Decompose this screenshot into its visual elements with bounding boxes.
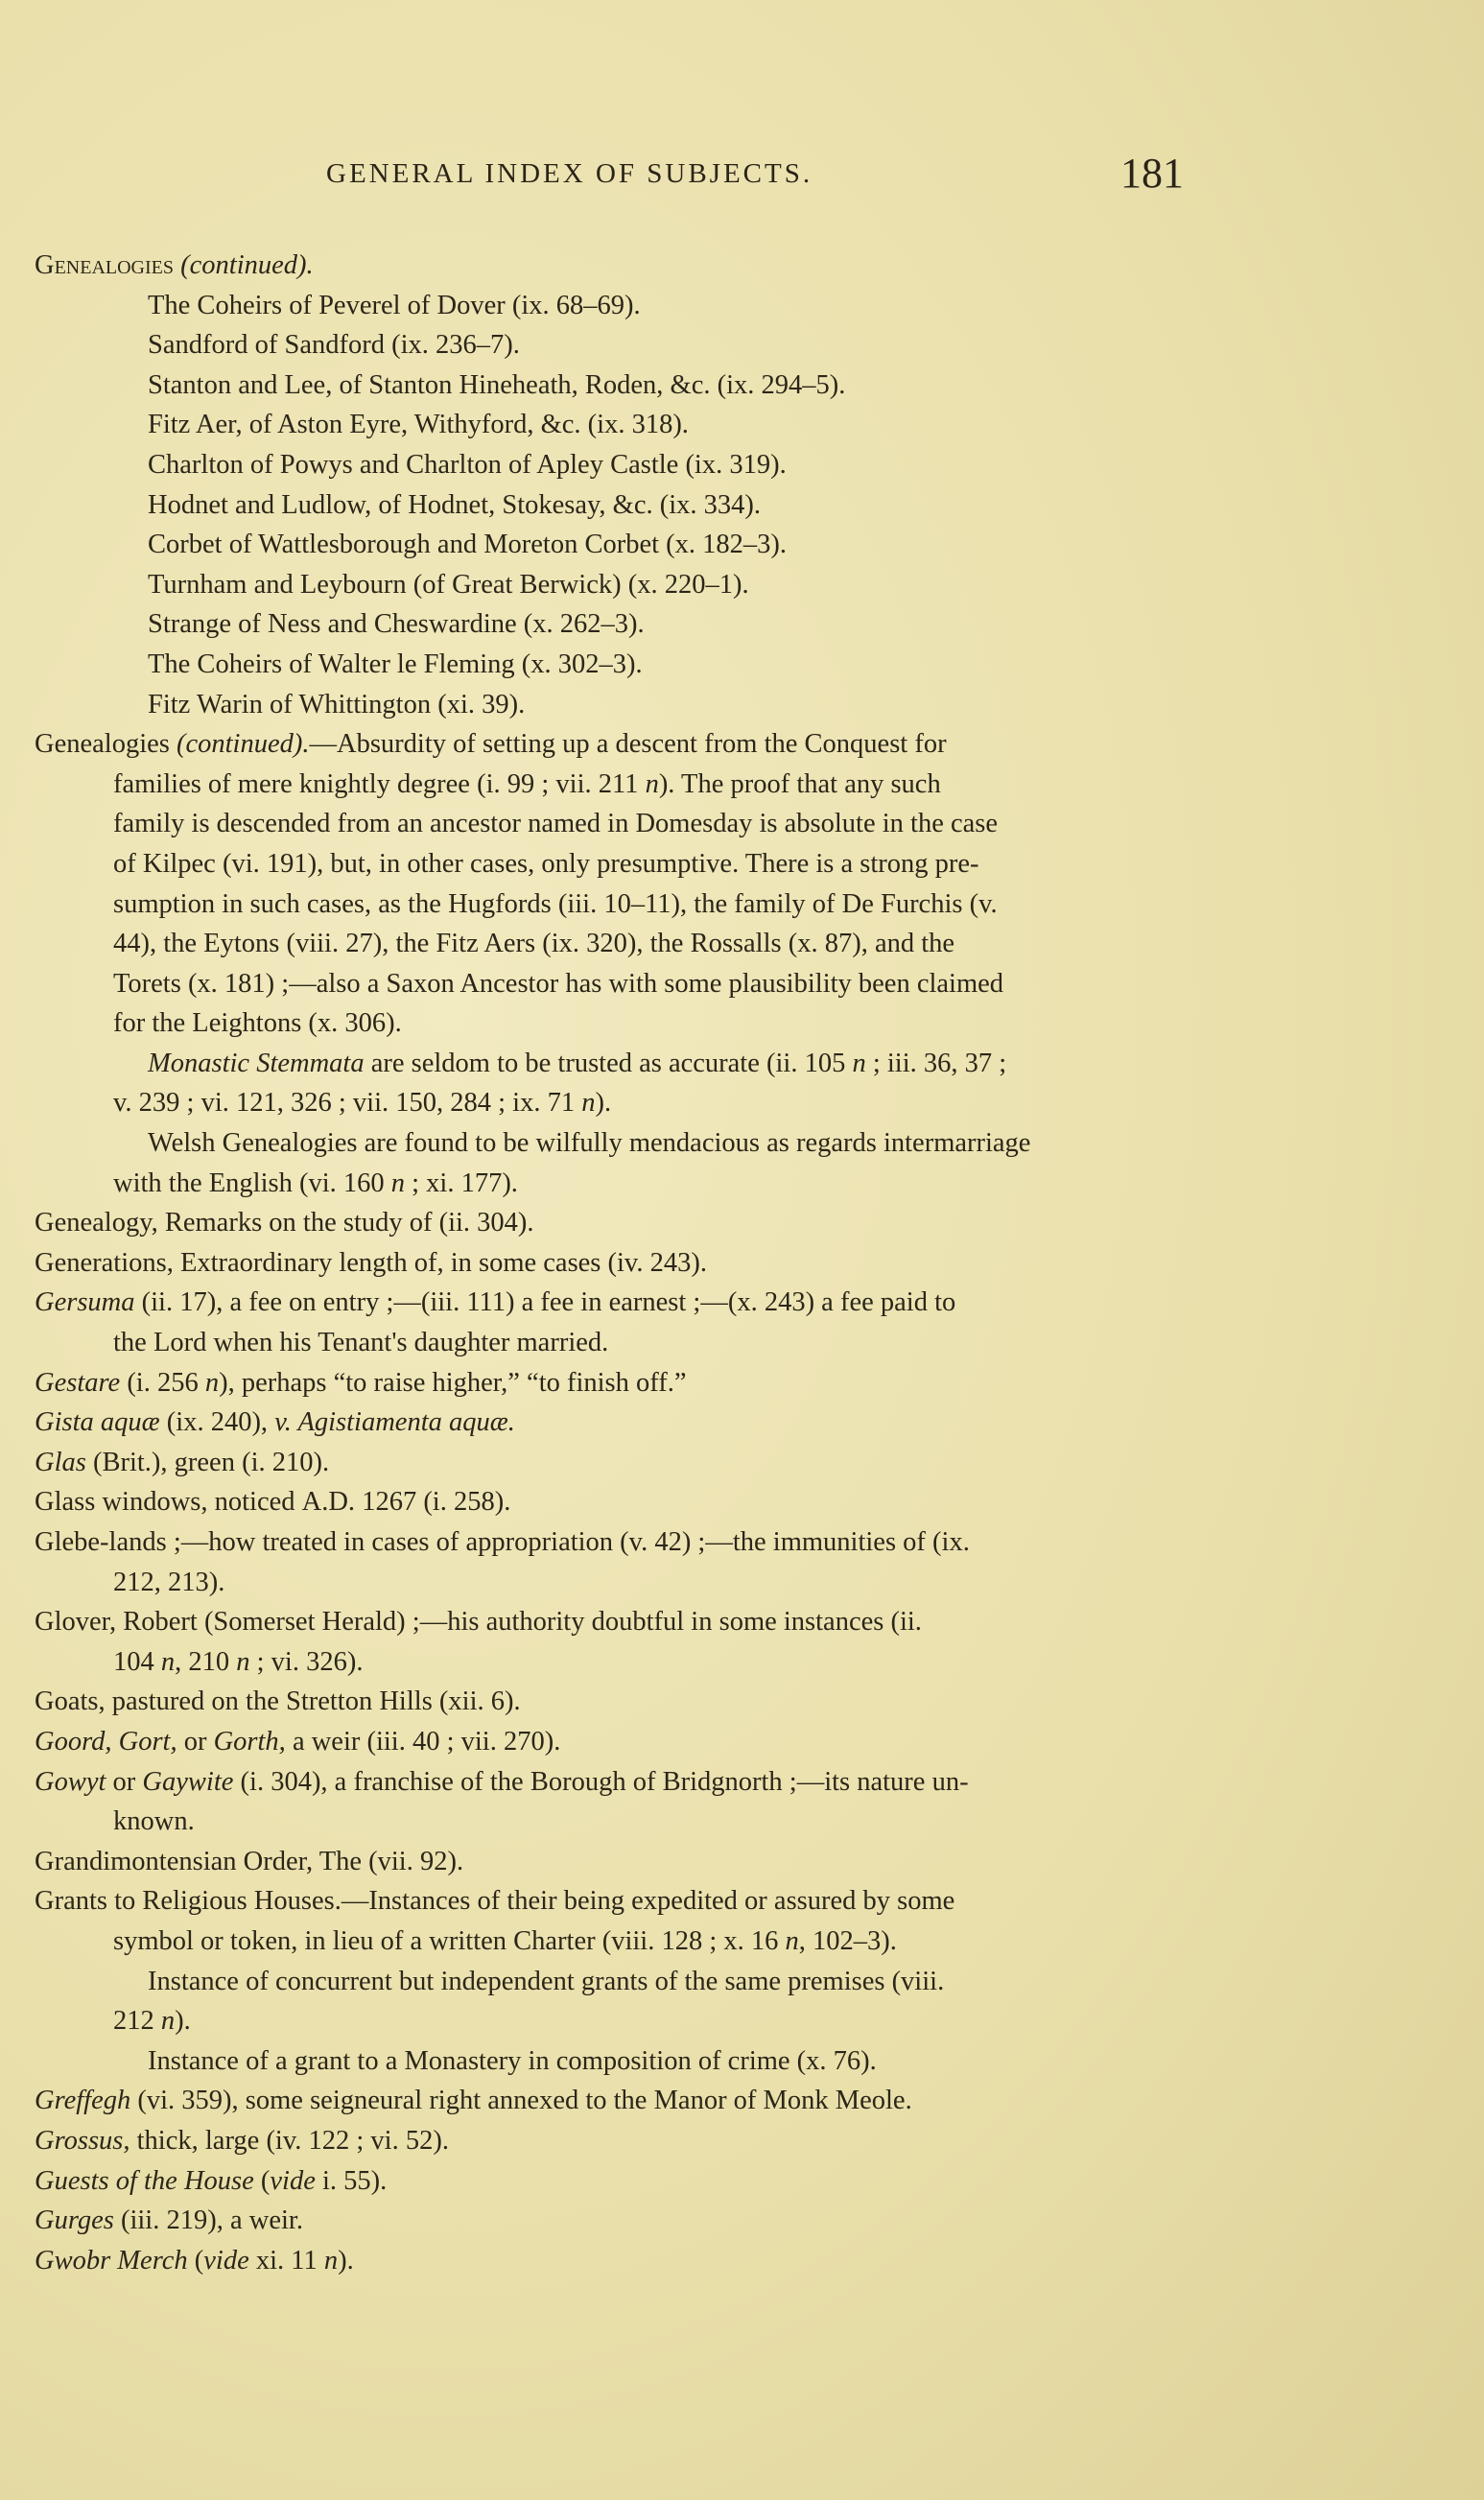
index-line-segment: 1267 (i. 258). bbox=[355, 1487, 511, 1518]
index-line-segment: xi. 11 bbox=[248, 2245, 324, 2276]
index-line bbox=[35, 565, 1224, 605]
index-line-segment: 212, 213). bbox=[113, 1567, 225, 1597]
index-line-segment: Glover, Robert (Somerset Herald) ;—his authority doubtful in some instances (ii. bbox=[35, 1607, 922, 1638]
index-line-segment: n bbox=[236, 1646, 250, 1677]
index-line bbox=[35, 366, 1224, 406]
index-line-segment: Corbet of Wattlesborough and Moreton Corbet (x. 182–3). bbox=[148, 530, 788, 560]
index-line-segment: are seldom to be trusted as accurate (ii. 105 bbox=[364, 1048, 853, 1078]
index-line-segment: Gista aquæ bbox=[35, 1407, 160, 1438]
index-line bbox=[35, 2241, 1224, 2281]
index-line-segment: Generations, Extraordinary length of, in some cases (iv. 243). bbox=[35, 1247, 707, 1278]
index-line-segment: a weir (iii. 40 ; vii. 270). bbox=[285, 1726, 561, 1757]
index-line-segment: Stanton and Lee, of Stanton Hineheath, Roden, &c. (ix. 294–5). bbox=[148, 369, 846, 400]
index-line-segment: the Lord when his Tenant's daughter married. bbox=[113, 1328, 609, 1358]
index-line-segment: ). bbox=[175, 2006, 191, 2037]
index-line-segment: v. 239 ; vi. 121, 326 ; vii. 150, 284 ; ix. 71 bbox=[113, 1088, 582, 1119]
index-line bbox=[35, 485, 1224, 526]
index-line bbox=[35, 964, 1224, 1004]
index-line bbox=[35, 2001, 1224, 2041]
index-line-segment: , 210 bbox=[175, 1646, 237, 1677]
index-line bbox=[35, 2201, 1224, 2241]
index-line-segment: Glebe-lands ;—how treated in cases of appropriation (v. 42) ;—the immunities of (ix. bbox=[35, 1527, 970, 1557]
index-line-segment: (iii. 219), a weir. bbox=[113, 2205, 303, 2236]
index-line-segment: Grants to Religious Houses.—Instances of their being expedited or assured by some bbox=[35, 1886, 955, 1917]
index-line-segment: known. bbox=[113, 1806, 195, 1837]
index-line-segment: —Absurdity of setting up a descent from the Conquest for bbox=[309, 729, 947, 760]
index-line-segment: Turnham and Leybourn (of Great Berwick) (x. 220–1). bbox=[148, 569, 749, 600]
index-line-segment: (continued). bbox=[176, 729, 310, 760]
index-line-segment: Goord, Gort, bbox=[35, 1726, 177, 1757]
index-line-segment: n bbox=[581, 1088, 596, 1119]
index-line-segment: Greffegh bbox=[35, 2086, 131, 2116]
index-line bbox=[35, 685, 1224, 725]
index-line-segment: Gowyt bbox=[35, 1766, 106, 1797]
index-line bbox=[35, 1881, 1224, 1922]
index-line bbox=[35, 1083, 1224, 1123]
index-line-segment: ). The proof that any such bbox=[658, 768, 941, 799]
index-line bbox=[35, 604, 1224, 645]
index-line-segment: n bbox=[785, 1925, 799, 1956]
index-line bbox=[35, 804, 1224, 844]
index-line bbox=[35, 1802, 1224, 1842]
index-line-segment: Glas bbox=[35, 1447, 86, 1477]
index-line bbox=[35, 1164, 1224, 1204]
index-line bbox=[35, 884, 1224, 925]
index-line bbox=[35, 844, 1224, 884]
index-line bbox=[35, 1243, 1224, 1284]
index-line-segment: Strange of Ness and Cheswardine (x. 262–3). bbox=[148, 609, 645, 640]
index-line-segment: for the Leightons (x. 306). bbox=[113, 1008, 402, 1039]
index-line-segment: Gurges bbox=[35, 2205, 114, 2236]
index-line-segment: ). bbox=[338, 2245, 354, 2276]
index-line-segment: family is descended from an ancestor named in Domesday is absolute in the case bbox=[113, 809, 999, 839]
index-line-segment: The Coheirs of Peverel of Dover (ix. 68–69). bbox=[148, 290, 641, 320]
index-line-segment: Fitz Aer, of Aston Eyre, Withyford, &c. (ix. 318). bbox=[148, 410, 689, 440]
index-line-segment: 104 bbox=[113, 1646, 161, 1677]
page-number: 181 bbox=[1120, 150, 1184, 197]
index-line-segment: A.D. bbox=[301, 1487, 356, 1518]
index-line bbox=[35, 1563, 1224, 1603]
index-line-segment: Gersuma bbox=[35, 1287, 135, 1318]
index-line bbox=[35, 1203, 1224, 1243]
index-line-segment: Torets (x. 181) ;—also a Saxon Ancestor has with some plausibility been claimed bbox=[113, 968, 1004, 999]
index-line-segment: i. 55). bbox=[315, 2165, 388, 2196]
index-line-segment: Fitz Warin of Whittington (xi. 39). bbox=[148, 689, 526, 719]
index-line-segment: n bbox=[204, 1367, 220, 1398]
index-line bbox=[35, 924, 1224, 964]
index-line-segment: families of mere knightly degree (i. 99 ; vii. 211 bbox=[113, 768, 646, 799]
index-line-segment: Gestare bbox=[35, 1367, 121, 1398]
index-line bbox=[35, 2161, 1224, 2202]
index-line-segment: thick, large (iv. 122 ; vi. 52). bbox=[130, 2125, 449, 2156]
index-line-segment: ; vi. 326). bbox=[249, 1646, 364, 1677]
index-line-segment: vide bbox=[203, 2245, 249, 2276]
index-line bbox=[35, 2081, 1224, 2121]
index-line-segment: ( bbox=[253, 2165, 271, 2196]
index-line-segment: (vi. 359), some seigneural right annexed to the Manor of Monk Meole. bbox=[130, 2086, 912, 2116]
index-line-segment: Grandimontensian Order, The (vii. 92). bbox=[35, 1846, 464, 1876]
index-line-segment: Hodnet and Ludlow, of Hodnet, Stokesay, &c. (ix. 334). bbox=[148, 489, 762, 520]
index-line bbox=[35, 1323, 1224, 1363]
index-line-segment: (ii. 17), a fee on entry ;—(iii. 111) a fee in earnest ;—(x. 243) a fee paid to bbox=[134, 1287, 956, 1318]
index-line-segment: The Coheirs of Walter le Fleming (x. 302–3). bbox=[148, 649, 643, 679]
index-body bbox=[35, 246, 1224, 2280]
index-line-segment: ). bbox=[595, 1088, 612, 1119]
index-line bbox=[35, 286, 1224, 326]
index-line bbox=[35, 1642, 1224, 1683]
index-line-segment: Instance of concurrent but independent grants of the same premises (viii. bbox=[148, 1966, 945, 1996]
index-line-segment: ; xi. 177). bbox=[404, 1167, 518, 1198]
index-line-segment: Welsh Genealogies are found to be wilfully mendacious as regards intermarriage bbox=[148, 1128, 1031, 1159]
index-line-segment: ( bbox=[187, 2245, 204, 2276]
index-line-segment: v. Agistiamenta aquæ. bbox=[274, 1407, 515, 1438]
index-line bbox=[35, 1602, 1224, 1642]
index-line bbox=[35, 325, 1224, 366]
index-line bbox=[35, 1443, 1224, 1483]
index-line bbox=[35, 445, 1224, 485]
index-line-segment: vide bbox=[270, 2165, 316, 2196]
index-line-segment: Genealogies bbox=[35, 729, 177, 760]
index-line-segment: Goats, pastured on the Stretton Hills (xii. 6). bbox=[35, 1686, 521, 1717]
index-line bbox=[35, 525, 1224, 565]
index-line-segment: with the English (vi. 160 bbox=[113, 1167, 391, 1198]
index-line-segment: Gaywite bbox=[142, 1766, 234, 1797]
index-line bbox=[35, 1962, 1224, 2002]
index-line-segment: ; iii. 36, 37 ; bbox=[865, 1048, 1007, 1078]
index-line bbox=[35, 1922, 1224, 1962]
index-line bbox=[35, 645, 1224, 685]
index-line-segment: Sandford of Sandford (ix. 236–7). bbox=[148, 330, 520, 361]
index-line-segment: n bbox=[160, 2006, 176, 2037]
index-line-segment: Grossus, bbox=[35, 2125, 130, 2156]
index-line-segment: (ix. 240), bbox=[159, 1407, 275, 1438]
index-line-segment: sumption in such cases, as the Hugfords (iii. 10–11), the family of De Furchis (v. bbox=[113, 888, 998, 919]
index-line bbox=[35, 724, 1224, 765]
running-head: GENERAL INDEX OF SUBJECTS. bbox=[326, 158, 813, 189]
index-line-segment: (i. 256 bbox=[120, 1367, 205, 1398]
index-line-segment: Gwobr Merch bbox=[35, 2245, 188, 2276]
index-line bbox=[35, 1682, 1224, 1722]
index-line-segment: Genealogies bbox=[35, 250, 175, 280]
index-line-segment: 212 bbox=[113, 2006, 161, 2037]
index-line-segment: n bbox=[160, 1646, 176, 1677]
index-line-segment: Glass windows, noticed bbox=[35, 1487, 302, 1518]
index-line bbox=[35, 1044, 1224, 1084]
index-line bbox=[35, 1403, 1224, 1443]
index-line bbox=[35, 2041, 1224, 2082]
index-line bbox=[35, 1722, 1224, 1762]
index-line bbox=[35, 2121, 1224, 2161]
index-line-segment: or bbox=[177, 1726, 214, 1757]
index-line-segment: n bbox=[390, 1167, 405, 1198]
index-line bbox=[35, 1762, 1224, 1803]
index-line bbox=[35, 1283, 1224, 1323]
index-line bbox=[35, 1522, 1224, 1563]
index-line-segment: Guests of the House bbox=[35, 2165, 254, 2196]
index-line-segment: Charlton of Powys and Charlton of Apley Castle (ix. 319). bbox=[148, 449, 787, 480]
index-line-segment: Gorth, bbox=[213, 1726, 286, 1757]
index-line bbox=[35, 405, 1224, 445]
index-line-segment: n bbox=[852, 1048, 866, 1078]
index-line bbox=[35, 1482, 1224, 1522]
index-line-segment: or bbox=[106, 1766, 143, 1797]
index-line bbox=[35, 1363, 1224, 1403]
index-line bbox=[35, 765, 1224, 805]
index-line-segment: 44), the Eytons (viii. 27), the Fitz Aers (ix. 320), the Rossalls (x. 87), and the bbox=[113, 929, 955, 959]
index-line-segment: n bbox=[645, 768, 659, 799]
index-line bbox=[35, 1842, 1224, 1882]
index-line-segment: Instance of a grant to a Monastery in composition of crime (x. 76). bbox=[148, 2045, 877, 2076]
index-line-segment: (continued). bbox=[180, 250, 314, 280]
index-line bbox=[35, 246, 1224, 286]
index-line bbox=[35, 1123, 1224, 1164]
index-line-segment: Monastic Stemmata bbox=[148, 1048, 365, 1078]
index-line-segment: Genealogy, Remarks on the study of (ii. 304). bbox=[35, 1208, 534, 1238]
index-line-segment: symbol or token, in lieu of a written Charter (viii. 128 ; x. 16 bbox=[113, 1925, 786, 1956]
index-line-segment: n bbox=[323, 2245, 339, 2276]
index-line-segment: (Brit.), green (i. 210). bbox=[85, 1447, 330, 1477]
index-line-segment: of Kilpec (vi. 191), but, in other cases, only presumptive. There is a strong pre- bbox=[113, 848, 979, 879]
index-line-segment: , 102–3). bbox=[798, 1925, 897, 1956]
index-line-segment: ), perhaps “to raise higher,” “to finish off.” bbox=[219, 1367, 687, 1398]
index-line bbox=[35, 1003, 1224, 1044]
index-line-segment: (i. 304), a franchise of the Borough of Bridgnorth ;—its nature un- bbox=[233, 1766, 969, 1797]
